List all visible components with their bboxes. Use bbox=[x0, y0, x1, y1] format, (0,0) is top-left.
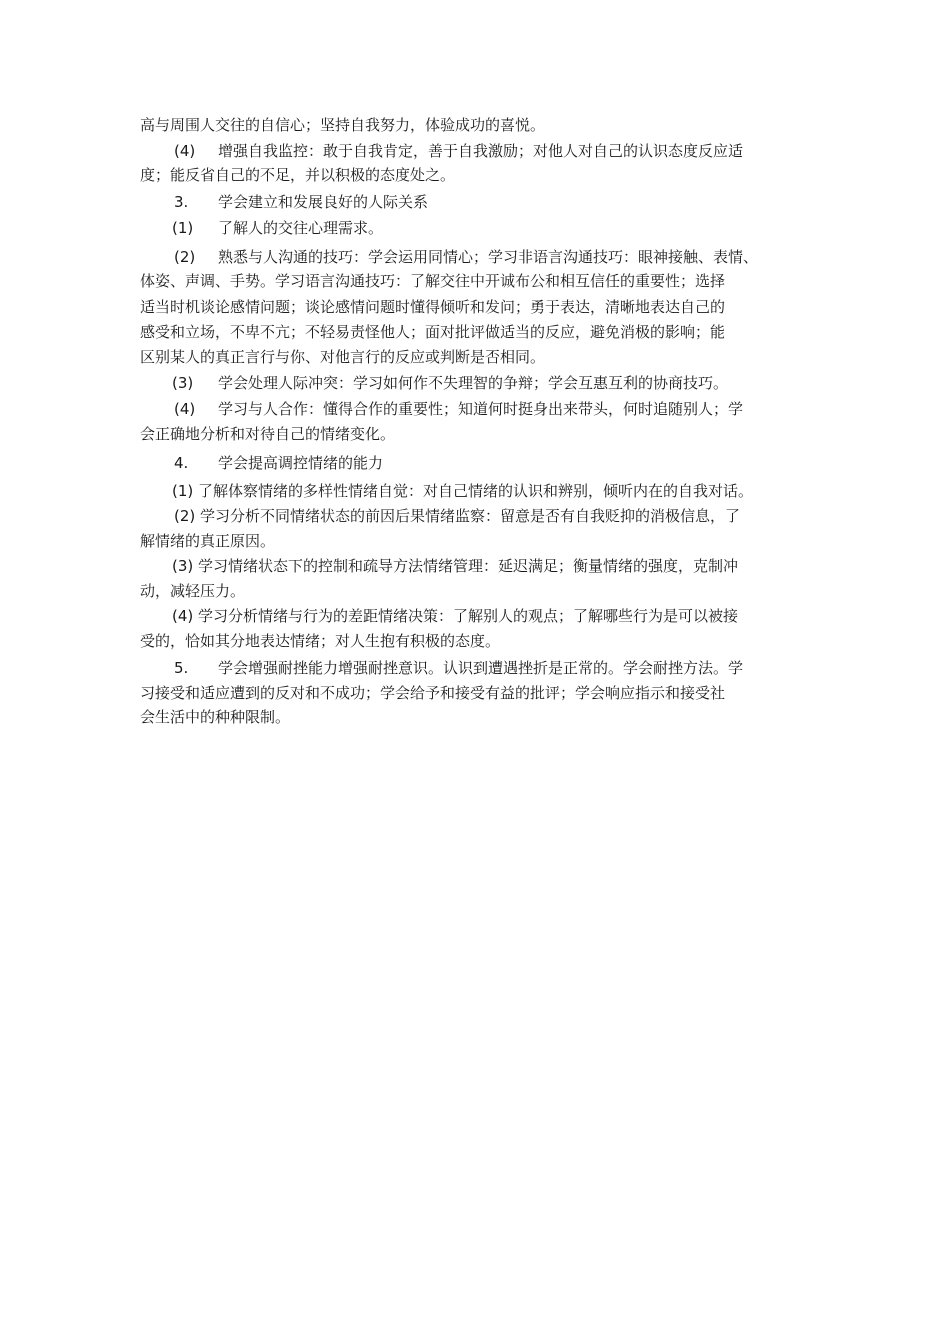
list-item-text: 学习分析不同情绪状态的前因后果情绪监察：留意是否有自我贬抑的消极信息，了 bbox=[200, 507, 741, 525]
list-item-text: 适当时机谈论感情问题；谈论感情问题时懂得倾听和发问；勇于表达，清晰地表达自己的 bbox=[140, 298, 726, 316]
section-text: 学会增强耐挫能力增强耐挫意识。认识到遭遇挫折是正常的。学会耐挫方法。学 bbox=[218, 659, 744, 677]
list-item-text: 学习情绪状态下的控制和疏导方法情绪管理：延迟满足；衡量情绪的强度，克制冲 bbox=[198, 557, 739, 575]
section-heading: 学会建立和发展良好的人际关系 bbox=[218, 193, 429, 211]
list-item-text: 学习与人合作：懂得合作的重要性；知道何时挺身出来带头，何时追随别人；学 bbox=[218, 400, 744, 418]
section-heading: 学会提高调控情绪的能力 bbox=[218, 454, 384, 472]
list-marker: (1) bbox=[172, 482, 194, 500]
list-marker: (3) bbox=[172, 374, 194, 392]
list-item-text: 增强自我监控：敢于自我肯定，善于自我激励；对他人对自己的认识态度反应适 bbox=[218, 142, 744, 160]
list-item-text: 区别某人的真正言行与你、对他言行的反应或判断是否相同。 bbox=[140, 348, 546, 366]
paragraph-text: 高与周围人交往的自信心；坚持自我努力，体验成功的喜悦。 bbox=[140, 116, 546, 134]
section-number: 3. bbox=[174, 193, 189, 211]
list-item-text: 动，减轻压力。 bbox=[140, 582, 246, 600]
list-item-text: 体姿、声调、手势。学习语言沟通技巧：了解交往中开诚布公和相互信任的重要性；选择 bbox=[140, 272, 726, 290]
section-number: 4. bbox=[174, 454, 189, 472]
list-item-text: 受的，恰如其分地表达情绪；对人生抱有积极的态度。 bbox=[140, 632, 501, 650]
list-marker: (4) bbox=[174, 142, 196, 160]
list-item-text: 学习分析情绪与行为的差距情绪决策：了解别人的观点；了解哪些行为是可以被接 bbox=[198, 607, 739, 625]
list-marker: (2) bbox=[174, 507, 196, 525]
list-item-text: 熟悉与人沟通的技巧：学会运用同情心；学习非语言沟通技巧：眼神接触、表情、 bbox=[218, 248, 759, 266]
list-item-text: 会正确地分析和对待自己的情绪变化。 bbox=[140, 425, 396, 443]
list-item-text: 度；能反省自己的不足，并以积极的态度处之。 bbox=[140, 166, 456, 184]
section-text: 会生活中的种种限制。 bbox=[140, 708, 291, 726]
list-item-text: 学会处理人际冲突：学习如何作不失理智的争辩；学会互惠互利的协商技巧。 bbox=[218, 374, 729, 392]
list-marker: (2) bbox=[174, 248, 196, 266]
list-marker: (4) bbox=[174, 400, 196, 418]
list-marker: (1) bbox=[172, 219, 194, 237]
list-item-text: 解情绪的真正原因。 bbox=[140, 532, 276, 550]
section-text: 习接受和适应遭到的反对和不成功；学会给予和接受有益的批评；学会响应指示和接受社 bbox=[140, 684, 726, 702]
list-marker: (4) bbox=[172, 607, 194, 625]
list-item-text: 了解体察情绪的多样性情绪自觉：对自己情绪的认识和辨别，倾听内在的自我对话。 bbox=[198, 482, 754, 500]
section-number: 5. bbox=[174, 659, 189, 677]
list-item-text: 感受和立场，不卑不亢；不轻易责怪他人；面对批评做适当的反应，避免消极的影响；能 bbox=[140, 323, 726, 341]
list-item-text: 了解人的交往心理需求。 bbox=[218, 219, 384, 237]
list-marker: (3) bbox=[172, 557, 194, 575]
